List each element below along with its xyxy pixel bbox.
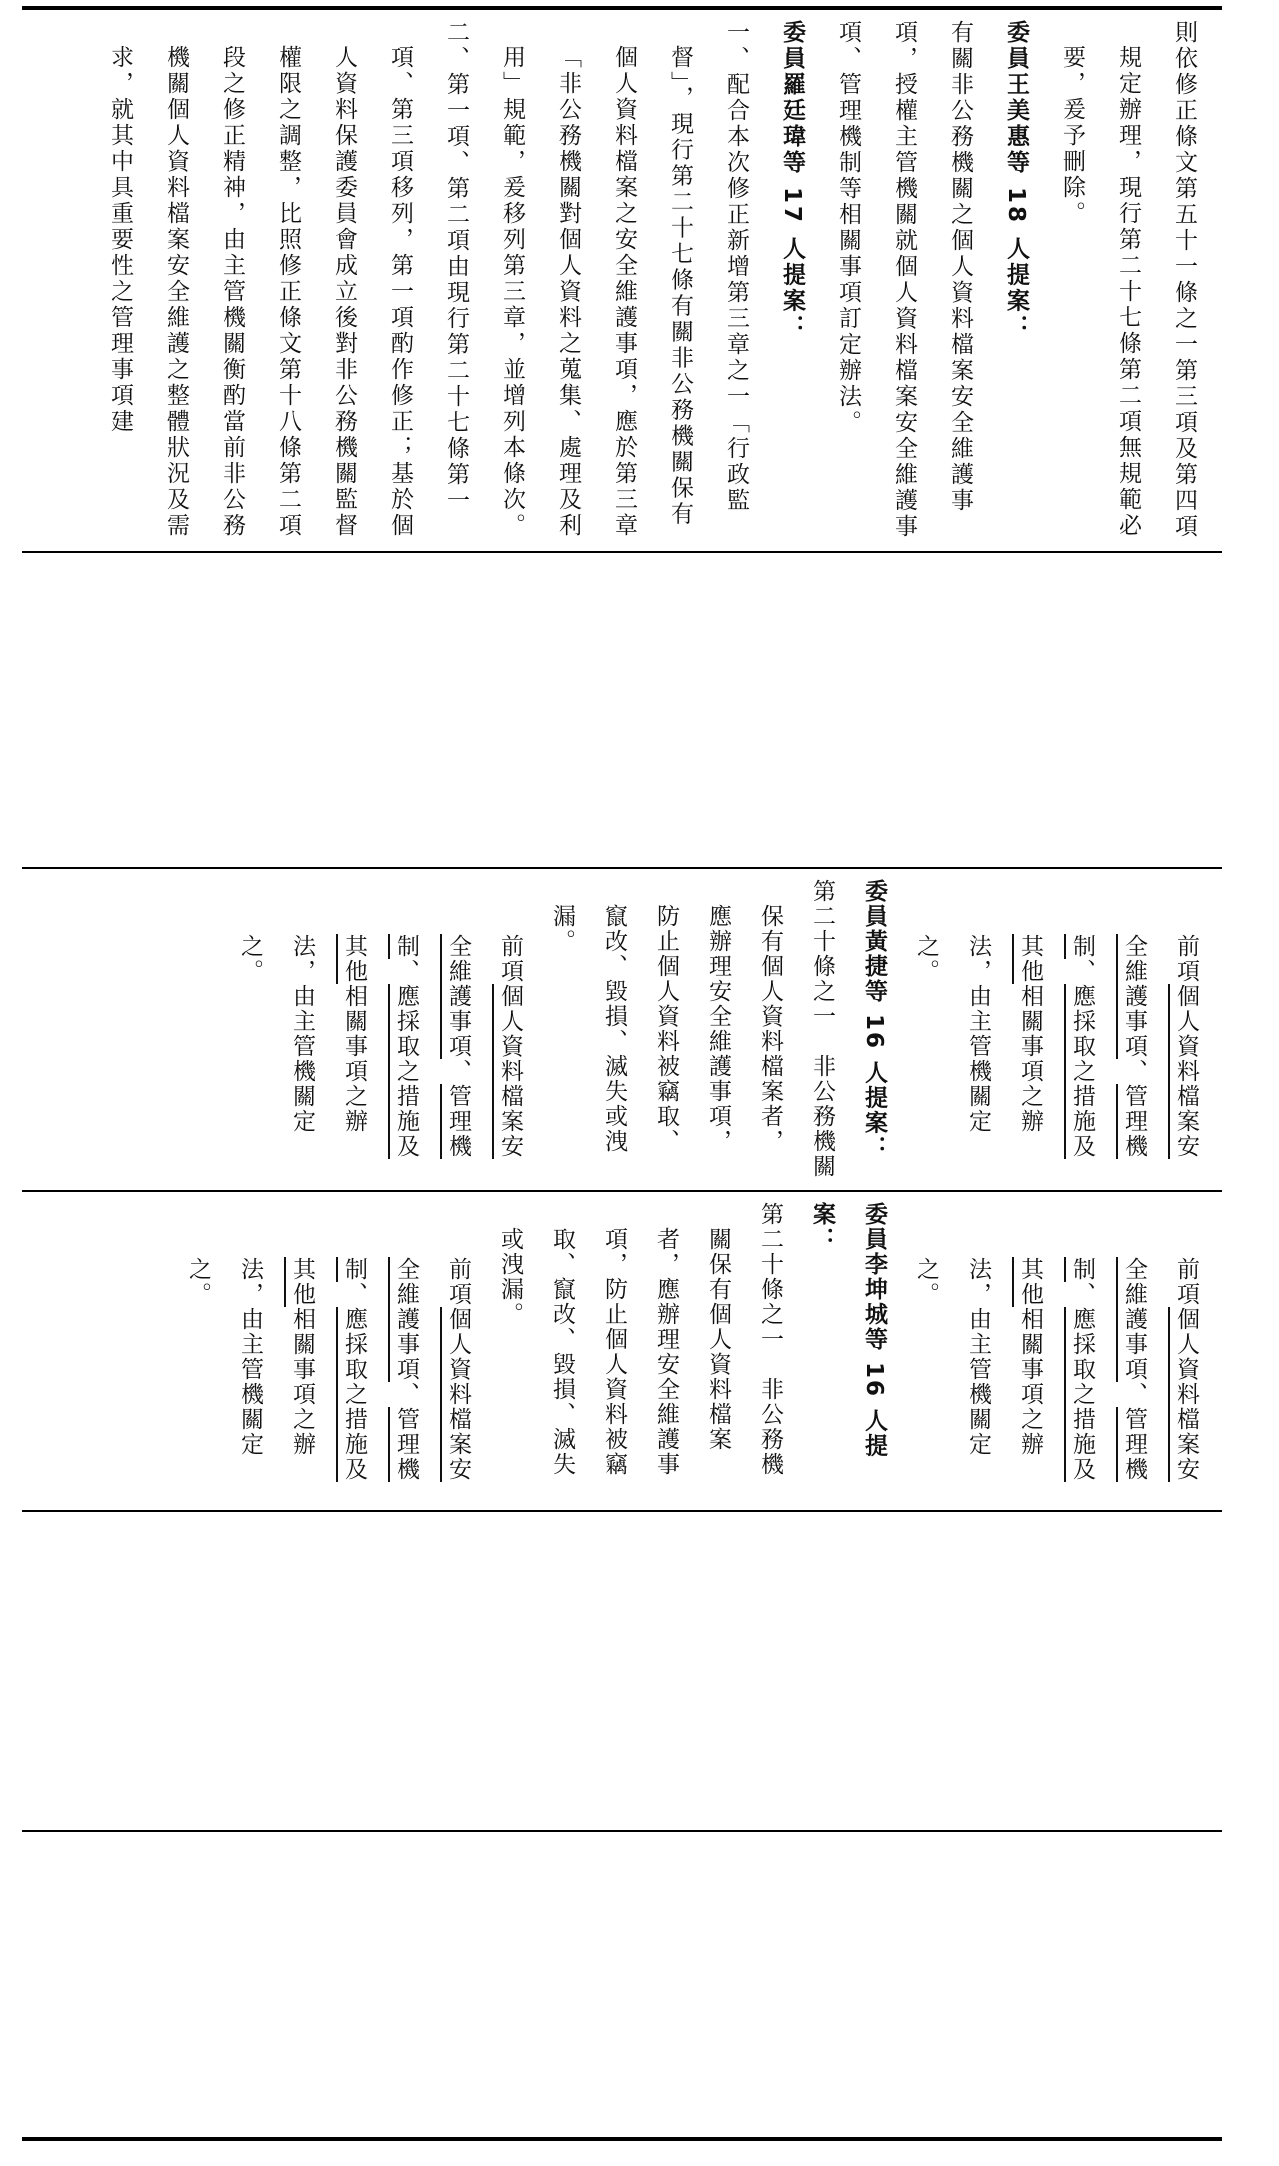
paragraph-luo-2: 二、第一項、第二項由現行第二十七條第一項、第三項移列，第一項酌作修正；基於個人資料保護委員會成立後對非公務機關監督權限之調整，比照修正條文第十八條第二項段之修正精神，由主管機關衡酌當前非公務機關個人資料檔案安全維護之整體狀況及需求，就其中具重要性之管理事項建 xyxy=(107,20,469,540)
underlined-text: 個人資料檔案安全維護事項 xyxy=(1121,934,1199,1160)
underlined-text: 應採取之措施及其他 xyxy=(1017,934,1095,1160)
paragraph-a1 xyxy=(900,879,1212,1179)
heading-luo: 委員羅廷瑋等 17 人提案： xyxy=(779,20,805,341)
paragraph-b1 xyxy=(900,1202,1212,1498)
text: 、 xyxy=(1069,1282,1095,1308)
underlined-text: 應採取之措施及其他 xyxy=(341,934,419,1160)
underlined-text: 個人資料檔案安全維護事項 xyxy=(1121,1257,1199,1483)
paragraph-continuation: 則依修正條文第五十一條之一第三項及第四項規定辦理，現行第二十七條第二項無規範必要，爰予刪除。 xyxy=(1059,20,1197,540)
underlined-text: 應採取之措施及其他 xyxy=(1017,1257,1095,1483)
underlined-text: 管理機制 xyxy=(393,934,471,1160)
underlined-text: 管理機制 xyxy=(1069,934,1147,1160)
heading-huang: 委員黃捷等 16 人提案： xyxy=(861,879,887,1161)
bottom-rule xyxy=(22,2137,1222,2141)
text: 相關事項之辦法，由主管機關定之。 xyxy=(237,934,367,1135)
heading-wang: 委員王美惠等 18 人提案： xyxy=(1003,20,1029,341)
proposal-section-b xyxy=(22,1192,1222,1508)
text: 、 xyxy=(445,1059,471,1085)
paragraph-b2: 第二十條之一 非公務機關保有個人資料檔案者，應辦理安全維護事項，防止個人資料被竊取、竄改、毀損、滅失或洩漏。 xyxy=(497,1202,783,1478)
explanation-section xyxy=(22,10,1222,550)
text: 相關事項之辦法，由主管機關定之。 xyxy=(185,1257,315,1458)
section-divider-5 xyxy=(22,1830,1222,1832)
explanation-text xyxy=(92,20,1212,540)
proposal-column-li xyxy=(172,1202,1212,1498)
proposal-column-huang xyxy=(224,879,1212,1179)
section-divider-1 xyxy=(22,551,1222,553)
paragraph-a2: 第二十條之一 非公務機關保有個人資料檔案者，應辦理安全維護事項，防止個人資料被竊取、竄改、毀損、滅失或洩漏。 xyxy=(549,879,835,1179)
text: 前項 xyxy=(497,934,523,985)
paragraph-wang: 有關非公務機關之個人資料檔案安全維護事項，授權主管機關就個人資料檔案安全維護事項、管理機制等相關事項訂定辦法。 xyxy=(835,20,973,540)
text: 、 xyxy=(341,1282,367,1308)
underlined-text: 個人資料檔案安全維護事項 xyxy=(445,934,523,1160)
text: 、 xyxy=(1069,959,1095,985)
proposal-section-a xyxy=(22,869,1222,1189)
section-divider-4 xyxy=(22,1510,1222,1512)
text: 前項 xyxy=(1173,934,1199,985)
text: 前項 xyxy=(445,1257,471,1308)
text: 相關事項之辦法，由主管機關定之。 xyxy=(913,934,1043,1135)
paragraph-a3 xyxy=(224,879,536,1179)
underlined-text: 應採取之措施及其他 xyxy=(289,1257,367,1483)
text: 、 xyxy=(393,959,419,985)
underlined-text: 個人資料檔案安全維護事項 xyxy=(393,1257,471,1483)
paragraph-luo-1: 一、配合本次修正新增第三章之一「行政監督」，現行第二十七條有關非公務機關保有個人資料檔案之安全維護事項，應於第三章「非公務機關對個人資料之蒐集、處理及利用」規範，爰移列第三章，並增列本條次。 xyxy=(499,20,749,540)
text: 前項 xyxy=(1173,1257,1199,1308)
text: 、 xyxy=(1121,1059,1147,1085)
paragraph-b3 xyxy=(172,1202,484,1498)
underlined-text: 管理機制 xyxy=(341,1257,419,1483)
text: 相關事項之辦法，由主管機關定之。 xyxy=(913,1257,1043,1458)
heading-li: 委員李坤城等 16 人提案： xyxy=(809,1202,887,1459)
text: 、 xyxy=(1121,1382,1147,1408)
text: 、 xyxy=(393,1382,419,1408)
underlined-text: 管理機制 xyxy=(1069,1257,1147,1483)
